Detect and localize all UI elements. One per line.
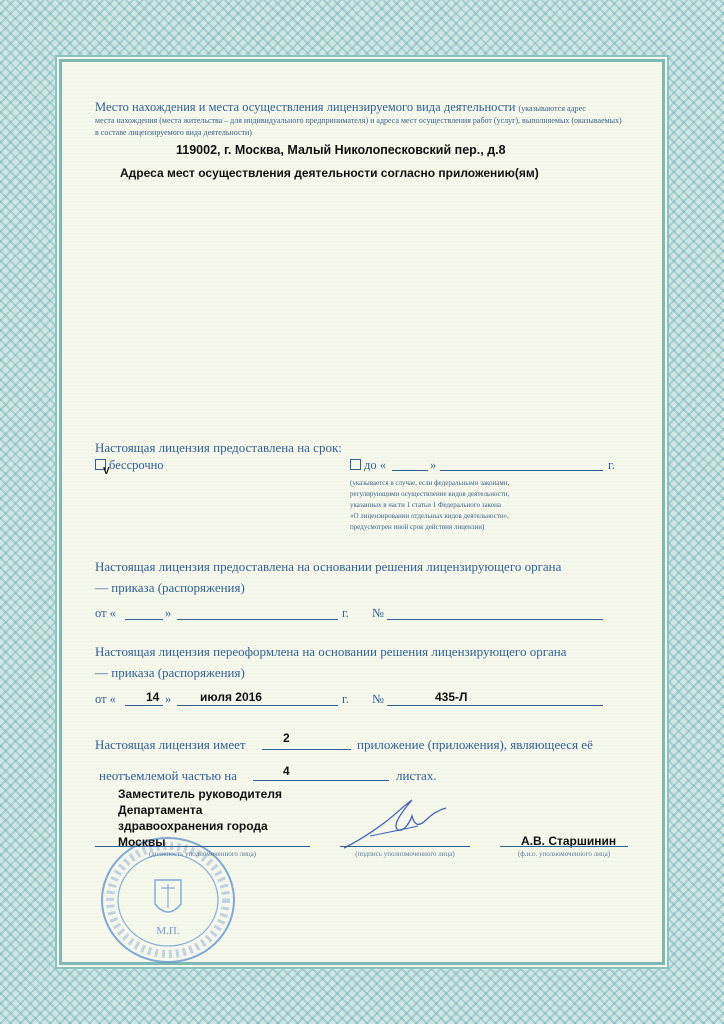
term-note-5: предусмотрен иной срок действия лицензии) bbox=[350, 523, 485, 531]
granted-basis bbox=[95, 556, 561, 598]
until-day-line bbox=[392, 470, 428, 471]
signer-position-1: Заместитель руководителя bbox=[118, 787, 282, 801]
granted-line-2: — приказа (распоряжения) bbox=[95, 580, 245, 595]
term-note bbox=[350, 478, 509, 533]
granted-day-line bbox=[125, 619, 163, 620]
reissued-basis bbox=[95, 641, 567, 683]
signer-name: А.В. Старшинин bbox=[521, 834, 617, 848]
signer-position bbox=[118, 786, 282, 850]
term-note-4: «О лицензировании отдельных видов деятельности», bbox=[350, 512, 509, 520]
caption-position: (должность уполномоченного лица) bbox=[148, 850, 257, 858]
heading-main: Место нахождения и места осуществления лицензируемого вида деятельности bbox=[95, 100, 516, 114]
until-checkbox[interactable] bbox=[350, 459, 361, 470]
term-note-3: указанных в части 1 статьи 1 Федерального закона bbox=[350, 501, 502, 509]
heading-note-1: (указываются адрес bbox=[518, 104, 586, 113]
reissued-line-1: Настоящая лицензия переоформлена на основании решения лицензирующего органа bbox=[95, 644, 567, 659]
reissued-year: г. bbox=[342, 692, 349, 706]
licensee-address: 119002, г. Москва, Малый Николопесковский пер., д.8 bbox=[176, 143, 506, 157]
granted-close: » bbox=[165, 606, 172, 620]
until-year: г. bbox=[608, 458, 615, 472]
signer-position-4: Москвы bbox=[118, 835, 166, 849]
check-mark: V bbox=[103, 466, 110, 477]
granted-line-1: Настоящая лицензия предоставлена на основании решения лицензирующего органа bbox=[95, 559, 562, 574]
caption-name: (ф.и.о. уполномоченного лица) bbox=[517, 850, 611, 858]
granted-number-line bbox=[387, 619, 603, 620]
signature-line bbox=[340, 846, 470, 847]
name-line bbox=[500, 846, 628, 847]
appendix-count-line bbox=[262, 749, 351, 750]
reissued-date-line bbox=[177, 705, 338, 706]
term-title: Настоящая лицензия предоставлена на срок: bbox=[95, 440, 342, 455]
address-note: Адреса мест осуществления деятельности согласно приложению(ям) bbox=[120, 166, 539, 180]
heading bbox=[95, 100, 640, 115]
until-label: до « bbox=[364, 458, 386, 472]
appendix-line-2b: листах. bbox=[396, 768, 437, 783]
appendix-line-1b: приложение (приложения), являющееся её bbox=[357, 737, 593, 752]
reissued-number: 435-Л bbox=[435, 690, 468, 704]
seal-mp-label: М.П. bbox=[156, 925, 180, 937]
indefinite-label: бессрочно bbox=[109, 458, 164, 472]
until-date-line bbox=[440, 470, 603, 471]
term-note-2: регулирующими осуществление видов деятельности, bbox=[350, 490, 510, 498]
signer-position-2: Департамента bbox=[118, 803, 203, 817]
heading-note-2: места нахождения (места жительства – для индивидуального предпринимателя) и адреса мест осуществления работ (услуг), выполняемых (оказываемых) bbox=[95, 116, 622, 125]
term-until bbox=[350, 458, 386, 473]
reissued-line-2: — приказа (распоряжения) bbox=[95, 665, 245, 680]
granted-year: г. bbox=[342, 606, 349, 620]
position-line bbox=[95, 846, 310, 847]
heading-note-3: в составе лицензируемого вида деятельности) bbox=[95, 128, 252, 137]
granted-date-line bbox=[177, 619, 338, 620]
granted-from: от « bbox=[95, 606, 116, 620]
caption-signature: (подпись уполномоченного лица) bbox=[355, 850, 455, 858]
appendix-line-1a: Настоящая лицензия имеет bbox=[95, 737, 246, 752]
reissued-from: от « bbox=[95, 692, 116, 706]
signer-position-3: здравоохранения города bbox=[118, 819, 268, 833]
reissued-month-year: июля 2016 bbox=[200, 690, 262, 704]
reissued-number-line bbox=[387, 705, 603, 706]
reissued-day-line bbox=[125, 705, 163, 706]
appendix-line-2a: неотъемлемой частью на bbox=[99, 768, 238, 783]
term-note-1: (указывается в случае, если федеральными законами, bbox=[350, 479, 510, 487]
until-close: » bbox=[430, 458, 437, 472]
reissued-number-label: № bbox=[372, 692, 384, 706]
reissued-close: » bbox=[165, 692, 172, 706]
appendix-sheets-line bbox=[253, 780, 389, 781]
granted-number-label: № bbox=[372, 606, 384, 620]
appendix-count: 2 bbox=[283, 731, 290, 745]
reissued-day: 14 bbox=[146, 690, 160, 704]
appendix-sheets: 4 bbox=[283, 764, 290, 778]
